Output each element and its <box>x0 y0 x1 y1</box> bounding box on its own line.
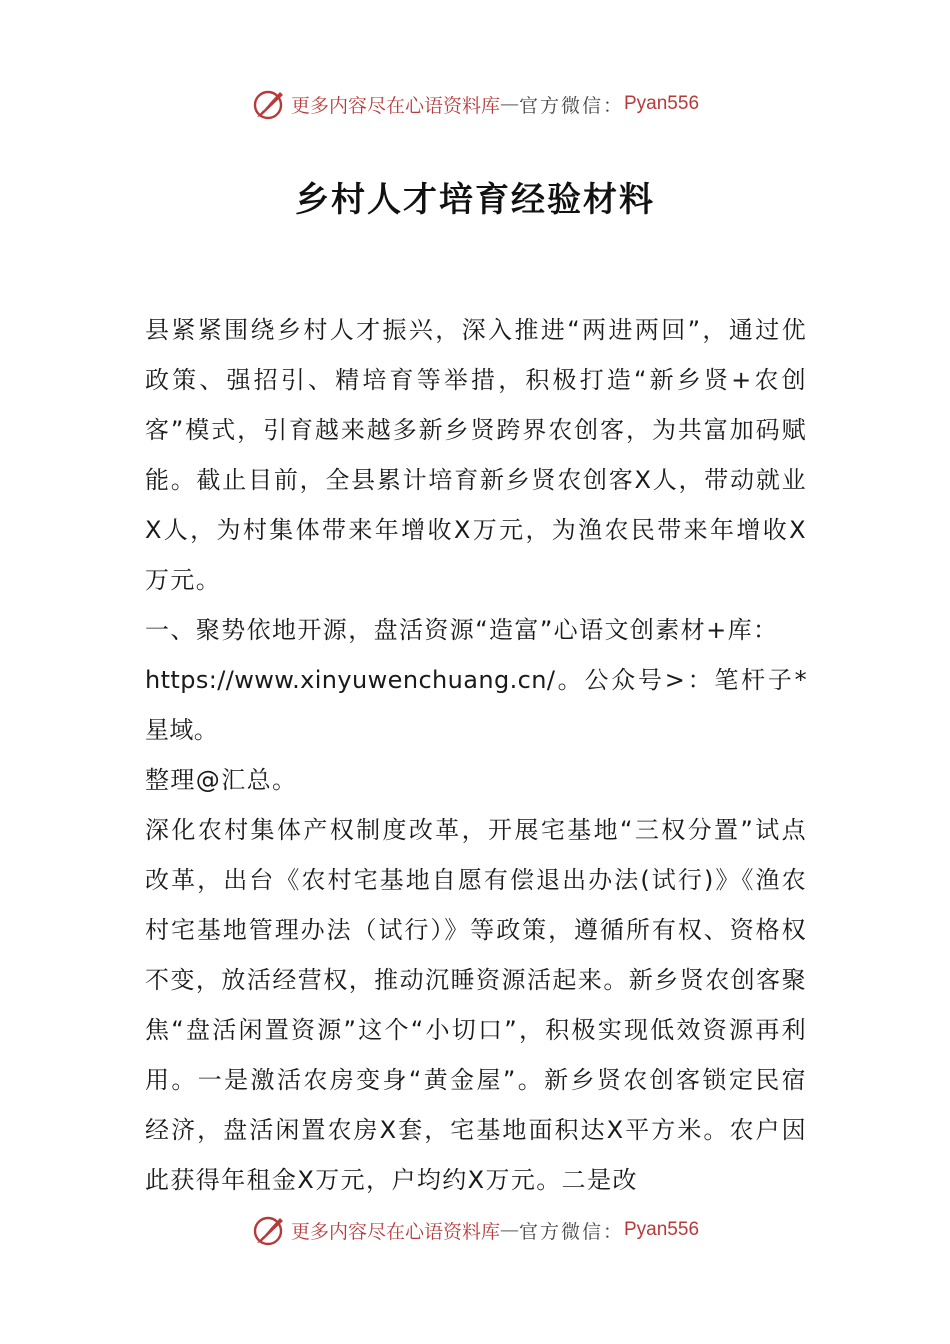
quill-pen-logo-icon <box>251 86 287 122</box>
banner-wechat-label: 官方微信： <box>518 1220 624 1243</box>
banner-wechat-id: Pyan556 <box>624 93 700 114</box>
footer-banner <box>0 1208 950 1252</box>
banner-wechat-id: Pyan556 <box>624 1219 700 1240</box>
banner-dash: — <box>499 1219 519 1241</box>
banner-dash: — <box>499 93 519 115</box>
quill-pen-logo-icon <box>251 1212 287 1248</box>
banner-wechat-label: 官方微信： <box>518 94 624 117</box>
paragraph-note: 整理@汇总。 <box>145 766 298 794</box>
paragraph-intro: 县紧紧围绕乡村人才振兴，深入推进“两进两回”，通过优政策、强招引、精培育等举措，积极打造“新乡贤+农创客”模式，引育越来越多新乡贤跨界农创客，为共富加码赋能。截止目前，全县累计培育新乡贤农创客X人，带动就业X人，为村集体带来年增收X万元，为渔农民带来年增收X万元。 <box>145 316 807 594</box>
banner-text: 更多内容尽在心语资料库 <box>290 94 500 117</box>
section-heading-1: 一、聚势依地开源，盘活资源“造富”心语文创素材+库： <box>145 616 779 644</box>
banner-text: 更多内容尽在心语资料库 <box>290 1220 500 1243</box>
document-title: 乡村人才培育经验材料 <box>295 180 655 220</box>
header-banner <box>0 82 950 126</box>
document-body <box>145 305 807 1205</box>
paragraph-url: https://www.xinyuwenchuang.cn/。公众号>：笔杆子*星域。 <box>145 666 807 744</box>
paragraph-reform: 深化农村集体产权制度改革，开展宅基地“三权分置”试点改革，出台《农村宅基地自愿有偿退出办法(试行)》《渔农村宅基地管理办法（试行）》等政策，遵循所有权、资格权不变，放活经营权，推动沉睡资源活起来。新乡贤农创客聚焦“盘活闲置资源”这个“小切口”，积极实现低效资源再利用。一是激活农房变身“黄金屋”。新乡贤农创客锁定民宿经济，盘活闲置农房X套，宅基地面积达X平方米。农户因此获得年租金X万元，户均约X万元。二是改 <box>145 816 807 1194</box>
